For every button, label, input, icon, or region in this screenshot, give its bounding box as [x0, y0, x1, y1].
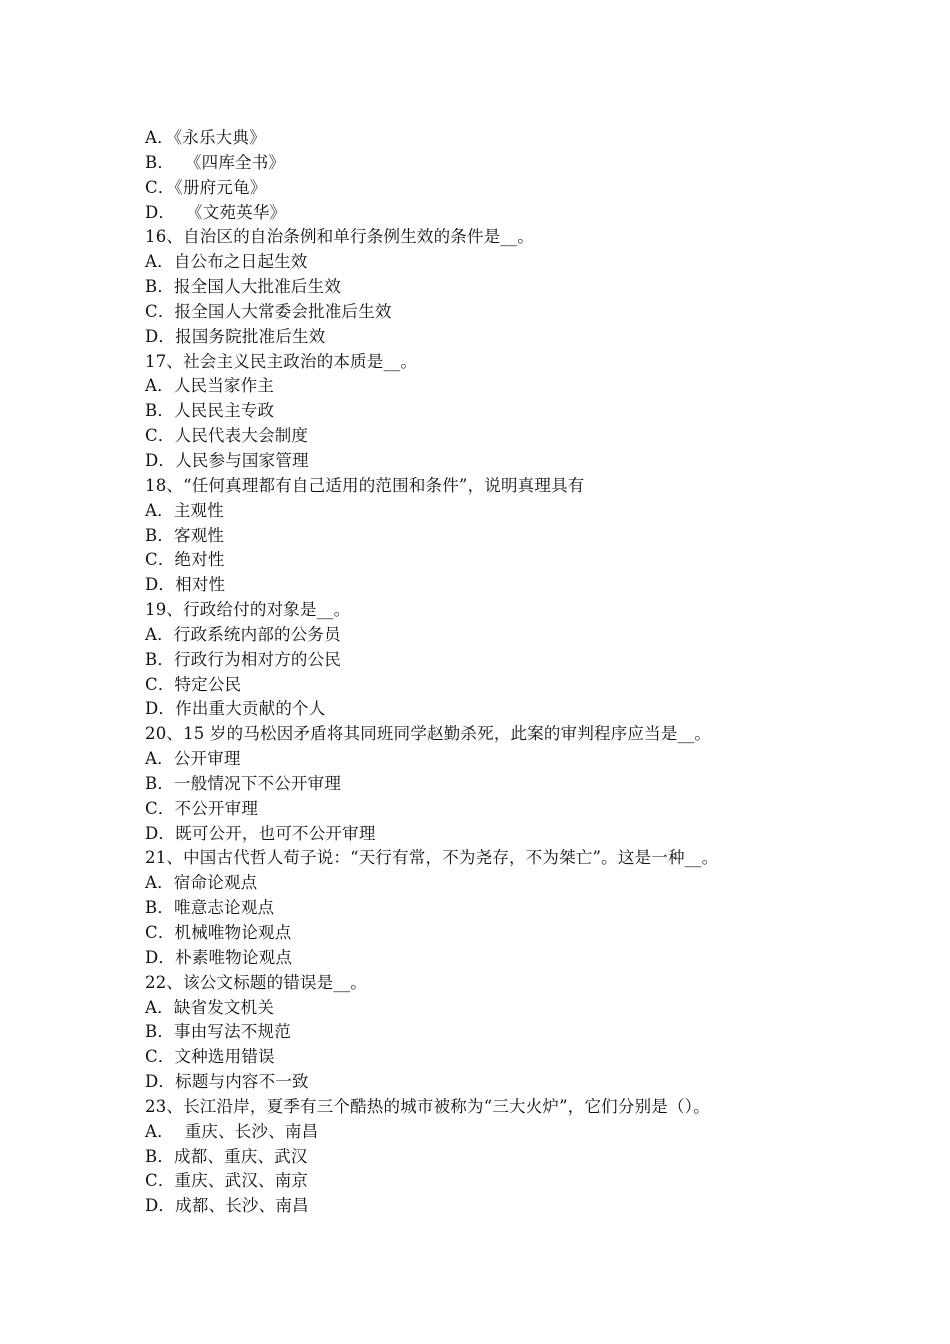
question-list: [145, 126, 845, 1219]
option-line: B．报全国人大批准后生效: [145, 277, 342, 297]
option-line: C．《册府元龟》: [145, 177, 267, 197]
option-line: C．人民代表大会制度: [145, 426, 309, 446]
question-22: 22、该公文标题的错误是__。: [145, 972, 367, 992]
option-line: A．缺省发文机关: [145, 997, 275, 1017]
option-line: A．《永乐大典》: [145, 128, 266, 147]
option-line: D．报国务院批准后生效: [145, 326, 326, 346]
option-line: B．成都、重庆、武汉: [145, 1146, 308, 1166]
option-line: A．自公布之日起生效: [145, 252, 308, 272]
option-line: D．既可公开，也可不公开审理: [145, 823, 376, 843]
question-21: 21、中国古代哲人荀子说：“天行有常，不为尧存，不为桀亡”。这是一种__。: [145, 848, 719, 868]
question-18: 18、“任何真理都有自己适用的范围和条件”，说明真理具有: [145, 475, 585, 495]
option-line: D．相对性: [145, 575, 226, 595]
option-line: B．人民民主专政: [145, 401, 275, 421]
option-line: C．机械唯物论观点: [145, 923, 292, 942]
question-20: 20、15 岁的马松因矛盾将其同班同学赵勤杀死，此案的审判程序应当是__。: [145, 724, 712, 744]
option-line: B．行政行为相对方的公民: [145, 649, 342, 669]
option-line: A．宿命论观点: [145, 873, 258, 893]
question-23: 23、长江沿岸，夏季有三个酷热的城市被称为“三大火炉”，它们分别是（）。: [145, 1096, 710, 1116]
option-line: D．作出重大贡献的个人: [145, 699, 326, 719]
option-line: D． 《文苑英华》: [145, 202, 287, 222]
option-line: D．人民参与国家管理: [145, 450, 309, 470]
option-line: D．成都、长沙、南昌: [145, 1196, 309, 1216]
option-line: C．特定公民: [145, 674, 242, 694]
option-line: A．行政系统内部的公务员: [145, 624, 341, 644]
option-line: D．朴素唯物论观点: [145, 947, 293, 967]
option-line: A． 重庆、长沙、南昌: [145, 1121, 319, 1141]
option-line: C．文种选用错误: [145, 1047, 275, 1067]
option-line: B．客观性: [145, 525, 225, 545]
question-19: 19、行政给付的对象是__。: [145, 600, 351, 620]
option-line: B．事由写法不规范: [145, 1022, 291, 1042]
option-line: C．报全国人大常委会批准后生效: [145, 301, 392, 321]
option-line: D．标题与内容不一致: [145, 1072, 309, 1092]
option-line: A．公开审理: [145, 749, 241, 769]
option-line: C．重庆、武汉、南京: [145, 1171, 309, 1191]
option-line: C．不公开审理: [145, 798, 259, 818]
question-16: 16、自治区的自治条例和单行条例生效的条件是__。: [145, 227, 534, 247]
option-line: C．绝对性: [145, 550, 225, 570]
option-line: B．一般情况下不公开审理: [145, 773, 342, 793]
option-line: A．主观性: [145, 500, 224, 520]
option-line: A．人民当家作主: [145, 376, 275, 396]
question-17: 17、社会主义民主政治的本质是__。: [145, 351, 418, 371]
option-line: B．唯意志论观点: [145, 898, 275, 918]
option-line: B． 《四库全书》: [145, 152, 286, 172]
